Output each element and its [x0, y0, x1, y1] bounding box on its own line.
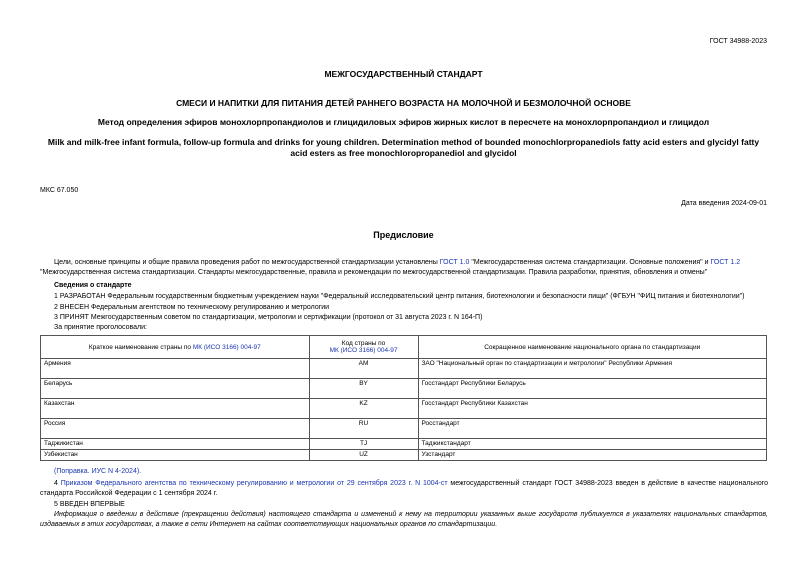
code-cell: TJ — [309, 439, 418, 450]
method-title-en: Milk and milk-free infant formula, follow-up formula and drinks for young children. Determination method of bounded monochlorpropanediols fatty acid esters and glycidyl fatty acid esters as free monochloropropanediol and glycidol — [47, 137, 760, 158]
country-cell: Беларусь — [41, 379, 310, 399]
header-country — [41, 336, 310, 359]
voted-label: За принятие проголосовали: — [54, 324, 147, 331]
standard-info-heading: Сведения о стандарте — [54, 282, 132, 289]
code-cell: KZ — [309, 399, 418, 419]
country-cell: Казахстан — [41, 399, 310, 419]
gost-1-2-link[interactable]: ГОСТ 1.2 — [710, 259, 741, 266]
country-cell: Таджикистан — [41, 439, 310, 450]
preface-heading: Предисловие — [373, 230, 434, 240]
table-row — [41, 450, 767, 461]
table-header-row — [41, 336, 767, 359]
code-cell: BY — [309, 379, 418, 399]
gost-1-0-link[interactable]: ГОСТ 1.0 — [439, 259, 470, 266]
amendment-text-a: (Поправка. — [54, 468, 92, 475]
country-cell: Россия — [41, 419, 310, 439]
country-cell: Узбекистан — [41, 450, 310, 461]
item4-number: 4 — [54, 480, 61, 487]
body-cell: Таджикстандарт — [418, 439, 767, 450]
order-link[interactable]: Приказом Федерального агентства по техническому регулированию и метрологии от 29 сентября 2023 г. N 1004-ст — [60, 480, 448, 487]
method-title-ru: Метод определения эфиров монохлорпропандиолов и глицидиловых эфиров жирных кислот в пересчете на монохлорпропандиол и глицидол — [97, 117, 710, 127]
header-code-text: Код страны по — [341, 340, 386, 347]
item4-text: межгосударственный стандарт ГОСТ 34988-2023 введен в действие в качестве национального стандарта Российской Федерации с 1 сентября 2024 г. — [40, 480, 769, 497]
code-cell: AM — [309, 359, 418, 379]
item-enacted — [40, 479, 768, 499]
mks-code: МКС 67.050 — [40, 187, 79, 194]
table-row — [41, 439, 767, 450]
item-submitted: 2 ВНЕСЕН Федеральным агентством по техническому регулированию и метрологии — [54, 304, 330, 311]
publication-info: Информация о введении в действие (прекращении действия) настоящего стандарта и изменений к нему на территории указанных выше государств публикуется в указателях национальных стандартов, издаваемых в этих государствах, а также в сети Интернет на сайтах соответствующих национальных органов по стандартизации. — [40, 511, 768, 528]
document-code: ГОСТ 34988-2023 — [709, 38, 767, 45]
header-body: Сокращенное наименование национального органа по стандартизации — [418, 336, 767, 359]
goals-text-a: Цели, основные принципы и общие правила проведения работ по межгосударственной стандартизации установлены — [54, 259, 440, 266]
goals-text-c: "Межгосударственная система стандартизации. Стандарты межгосударственные, правила и рекомендации по межгосударственной стандартизации. Правила разработки, принятия, обновления и отмены" — [40, 269, 708, 276]
goals-text-b: "Межгосударственная система стандартизации. Основные положения" и — [469, 259, 711, 266]
item-developed: 1 РАЗРАБОТАН Федеральным государственным бюджетным учреждением науки "Федеральный исследовательский центр питания, биотехнологии и безопасности пищи" (ФГБУН "ФИЦ питания и биотехнологии") — [54, 293, 745, 300]
table-row — [41, 419, 767, 439]
header-code — [309, 336, 418, 359]
table-row — [41, 399, 767, 419]
body-cell: Госстандарт Республики Беларусь — [418, 379, 767, 399]
introduction-date: Дата введения 2024-09-01 — [681, 200, 767, 207]
body-cell: Узстандарт — [418, 450, 767, 461]
code-cell: UZ — [309, 450, 418, 461]
table-row — [41, 359, 767, 379]
table-row — [41, 379, 767, 399]
country-cell: Армения — [41, 359, 310, 379]
body-cell: Госстандарт Республики Казахстан — [418, 399, 767, 419]
body-cell: ЗАО "Национальный орган по стандартизации и метрологии" Республики Армения — [418, 359, 767, 379]
amendment-text-b: ). — [136, 468, 142, 475]
ius-link[interactable]: ИУС N 4-2024 — [91, 468, 137, 475]
mk-iso-link-1[interactable]: МК (ИСО 3166) 004-97 — [192, 343, 261, 351]
header-country-text: Краткое наименование страны по — [88, 343, 193, 351]
interstate-standard-title: МЕЖГОСУДАРСТВЕННЫЙ СТАНДАРТ — [324, 69, 483, 79]
voting-states-table — [40, 335, 767, 461]
code-cell: RU — [309, 419, 418, 439]
body-cell: Росстандарт — [418, 419, 767, 439]
amendment-note — [54, 467, 782, 477]
mk-iso-link-2[interactable]: МК (ИСО 3166) 004-97 — [329, 347, 398, 354]
goals-paragraph — [40, 258, 768, 278]
item-first-introduced: 5 ВВЕДЕН ВПЕРВЫЕ — [54, 501, 125, 508]
main-title: СМЕСИ И НАПИТКИ ДЛЯ ПИТАНИЯ ДЕТЕЙ РАННЕГО ВОЗРАСТА НА МОЛОЧНОЙ И БЕЗМОЛОЧНОЙ ОСНОВЕ — [176, 98, 631, 108]
item-adopted: 3 ПРИНЯТ Межгосударственным советом по стандартизации, метрологии и сертификации (протокол от 31 августа 2023 г. N 164-П) — [54, 314, 483, 321]
